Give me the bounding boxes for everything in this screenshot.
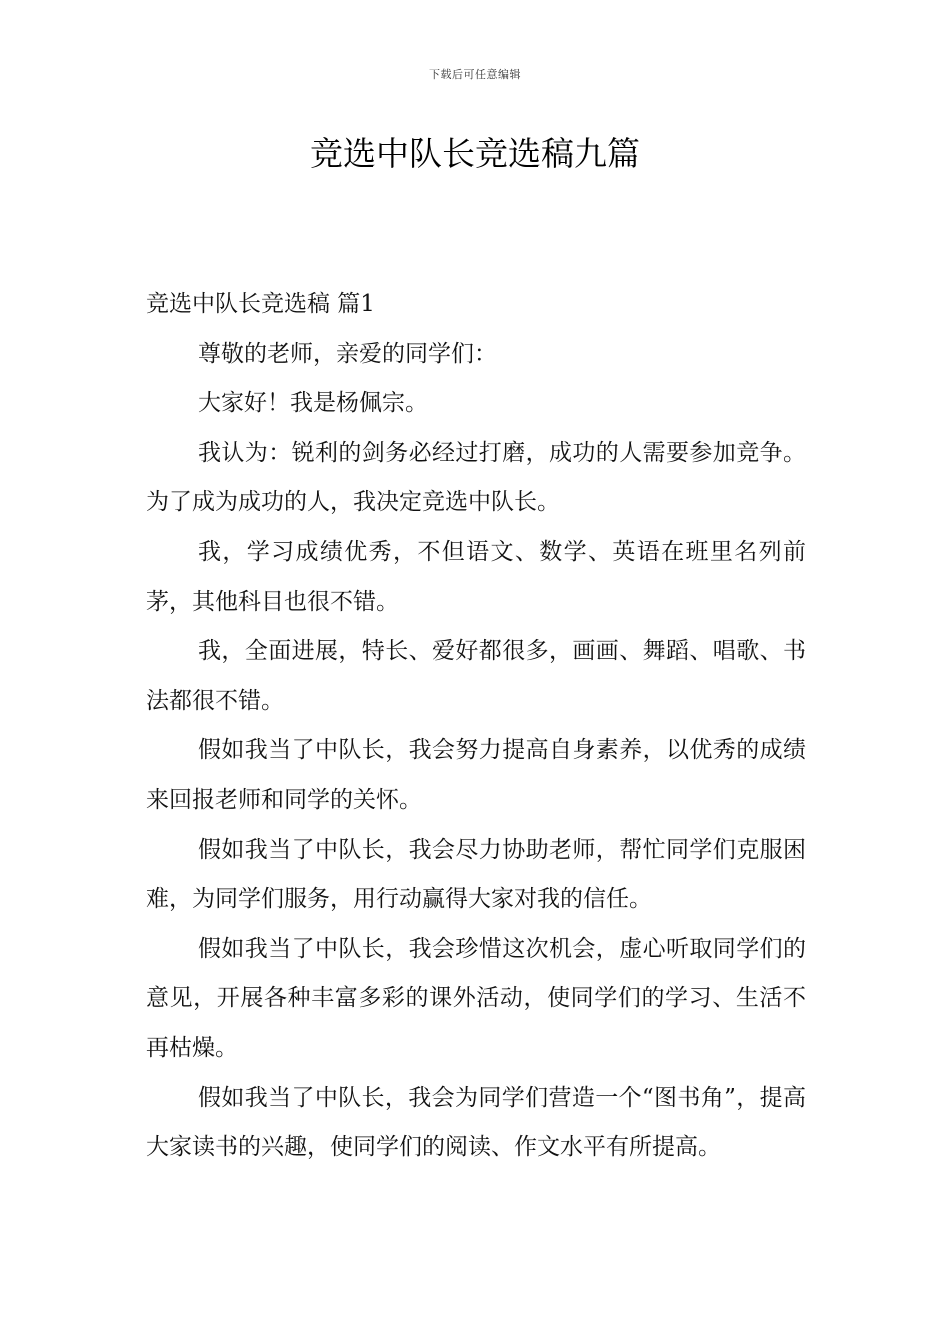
- section-heading: 竞选中队长竞选稿 篇1: [146, 291, 375, 317]
- paragraph-intro: 大家好！我是杨佩宗。: [198, 390, 428, 417]
- header-note: 下载后可任意编辑: [429, 68, 521, 81]
- paragraph-talents: 我，全面进展，特长、爱好都很多，画画、舞蹈、唱歌、书法都很不错。: [146, 638, 806, 714]
- document-title: 竞选中队长竞选稿九篇: [310, 134, 640, 173]
- paragraph-motivation: 我认为：锐利的剑务必经过打磨，成功的人需要参加竞争。为了成为成功的人，我决定竞选中队长。: [146, 439, 806, 516]
- paragraph-greeting: 尊敬的老师，亲爱的同学们：: [198, 340, 497, 367]
- document-body: [146, 280, 806, 1173]
- paragraph-academics: 我，学习成绩优秀，不但语文、数学、英语在班里名列前茅，其他科目也很不错。: [146, 538, 806, 615]
- paragraph-promise-2: 假如我当了中队长，我会尽力协助老师，帮忙同学们克服困难，为同学们服务，用行动赢得大家对我的信任。: [146, 836, 806, 913]
- paragraph-promise-1: 假如我当了中队长，我会努力提高自身素养，以优秀的成绩来回报老师和同学的关怀。: [146, 737, 806, 813]
- paragraph-promise-4: 假如我当了中队长，我会为同学们营造一个“图书角”，提高大家读书的兴趣，使同学们的阅读、作文水平有所提高。: [146, 1084, 806, 1161]
- paragraph-promise-3: 假如我当了中队长，我会珍惜这次机会，虚心听取同学们的意见，开展各种丰富多彩的课外活动，使同学们的学习、生活不再枯燥。: [146, 935, 806, 1061]
